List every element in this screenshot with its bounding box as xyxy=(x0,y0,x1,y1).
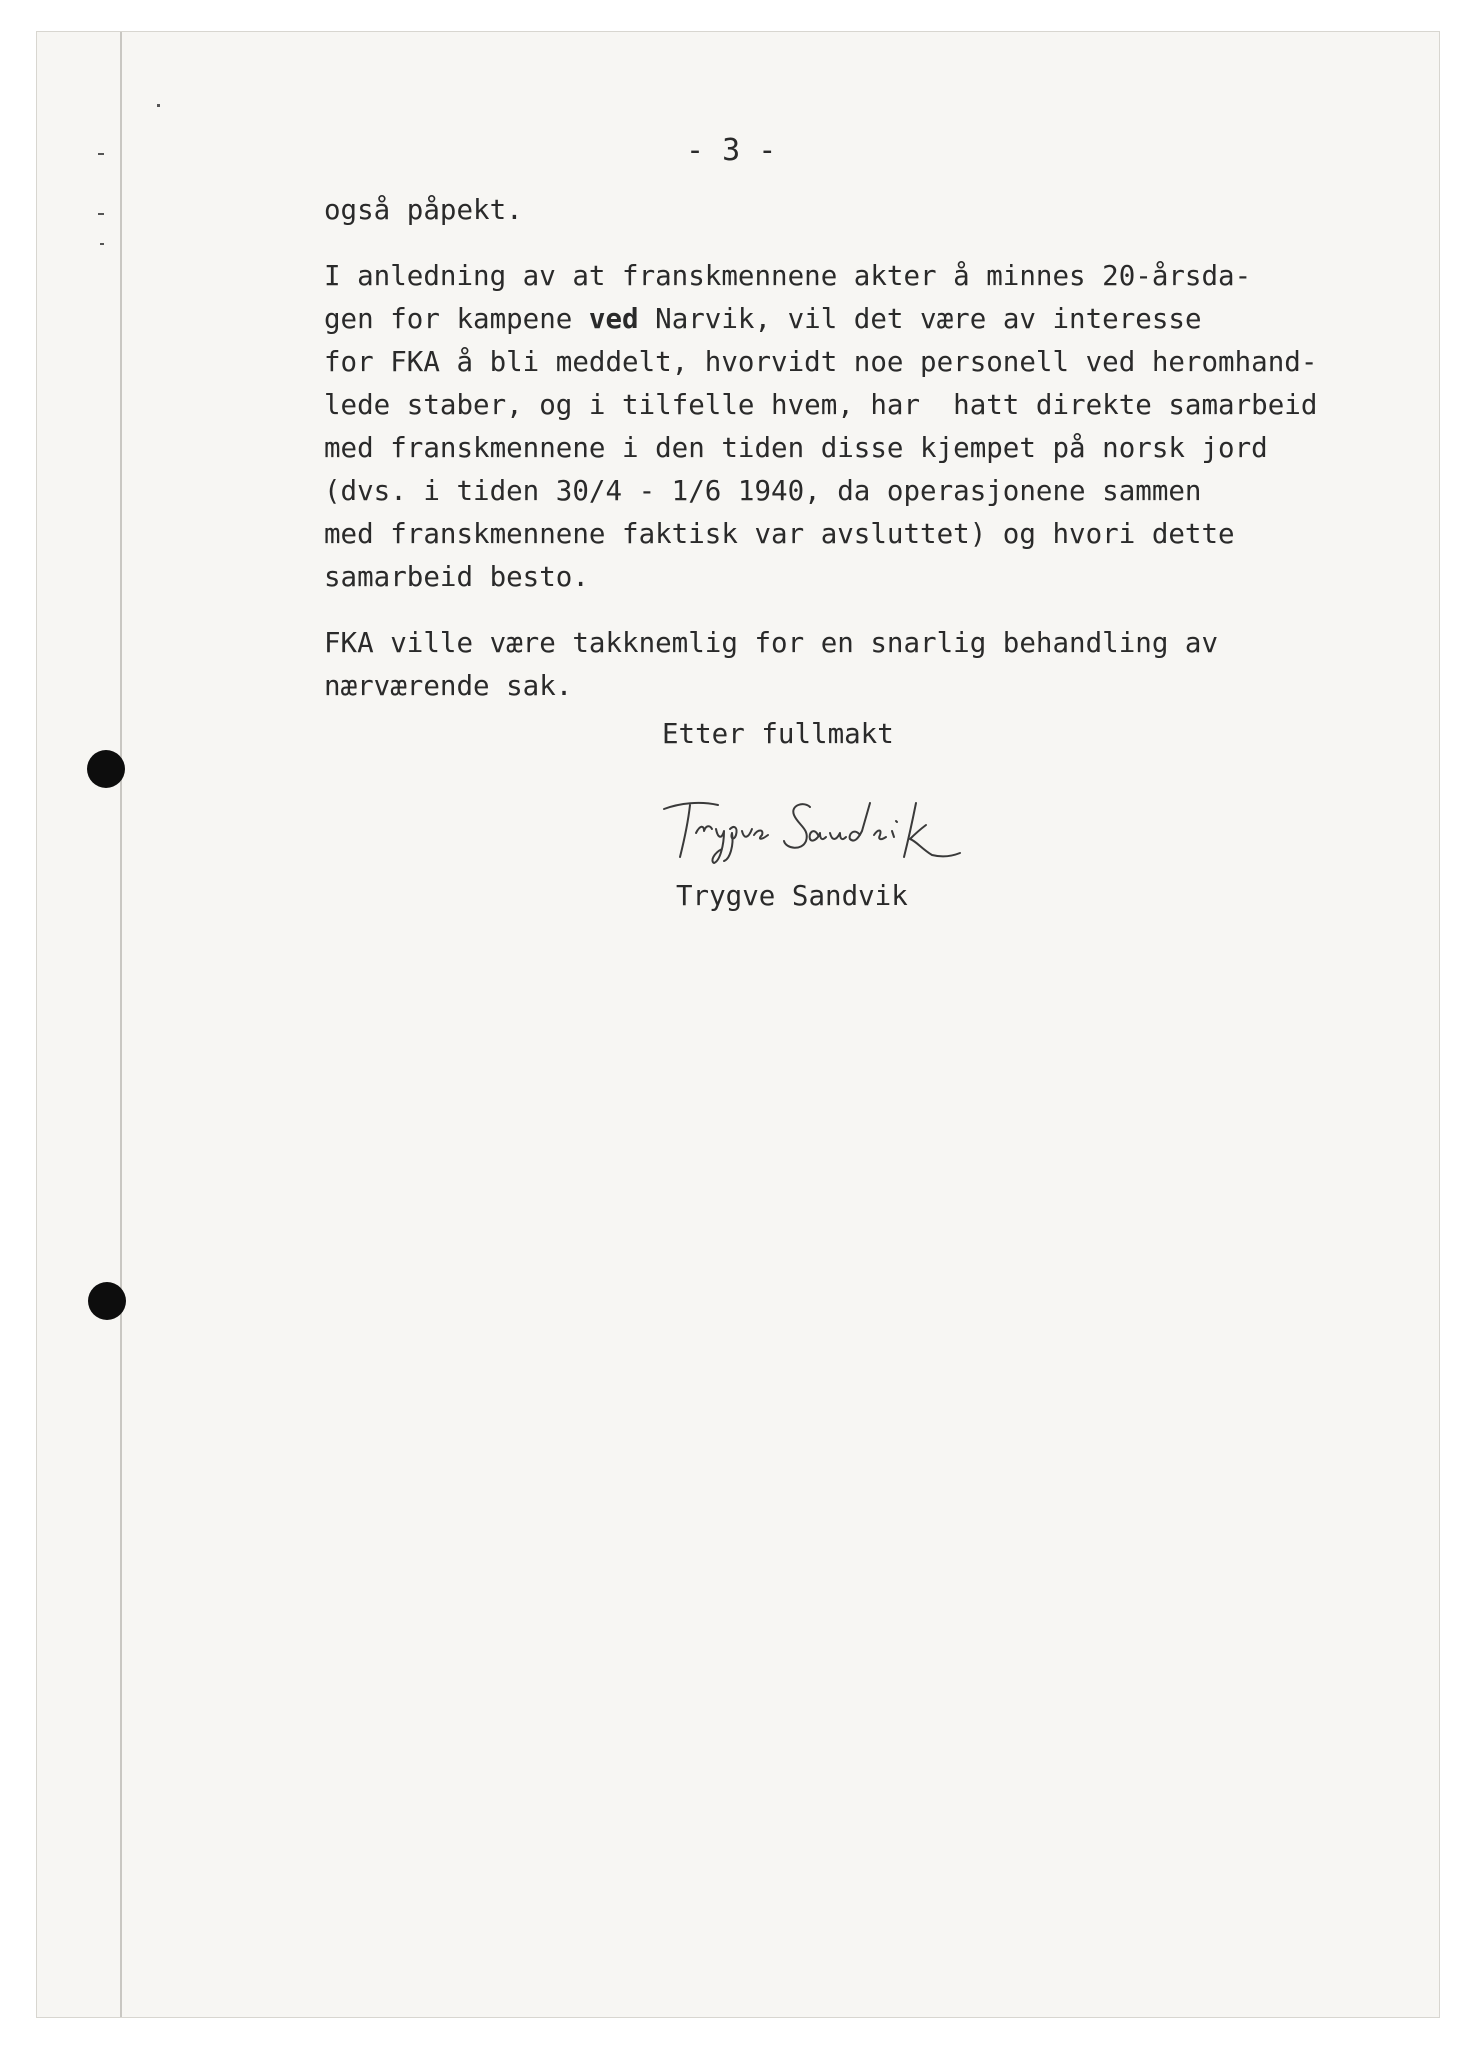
paragraph-1 xyxy=(324,189,523,232)
margin-fold-line xyxy=(120,32,122,2017)
page-number: - 3 - xyxy=(686,133,777,168)
punch-hole xyxy=(88,1282,126,1320)
paragraph-3 xyxy=(324,622,1218,708)
text-line: med franskmennene i den tiden disse kjempet på norsk jord xyxy=(324,432,1268,464)
margin-tick-mark xyxy=(98,213,104,215)
handwritten-signature xyxy=(660,795,980,865)
emphasized-word: ved xyxy=(588,303,639,335)
text-line: med franskmennene faktisk var avsluttet) og hvori dette xyxy=(324,518,1235,550)
text-line: I anledning av at franskmennene akter å minnes 20-årsda- xyxy=(324,260,1252,292)
text-line: gen for kampene ved Narvik, vil det være av interesse xyxy=(324,303,1202,335)
text-line: lede staber, og i tilfelle hvem, har hatt direkte samarbeid xyxy=(324,389,1318,421)
text-line: for FKA å bli meddelt, hvorvidt noe personell ved heromhand- xyxy=(324,346,1318,378)
margin-tick-mark xyxy=(100,243,104,245)
text-line: samarbeid besto. xyxy=(324,561,589,593)
signature-text: Trygve Sandvik xyxy=(660,795,667,796)
paragraph-2 xyxy=(324,255,1317,599)
signer-name: Trygve Sandvik xyxy=(676,880,908,912)
text-line: (dvs. i tiden 30/4 - 1/6 1940, da operasjonene sammen xyxy=(324,475,1202,507)
punch-hole xyxy=(87,750,125,788)
text-line: FKA ville være takknemlig for en snarlig behandling av xyxy=(324,627,1219,659)
closing-phrase: Etter fullmakt xyxy=(662,718,894,750)
margin-dot-mark xyxy=(157,104,160,107)
text-line: nærværende sak. xyxy=(324,670,573,702)
text-line: også påpekt. xyxy=(324,194,523,226)
margin-tick-mark xyxy=(98,153,104,155)
